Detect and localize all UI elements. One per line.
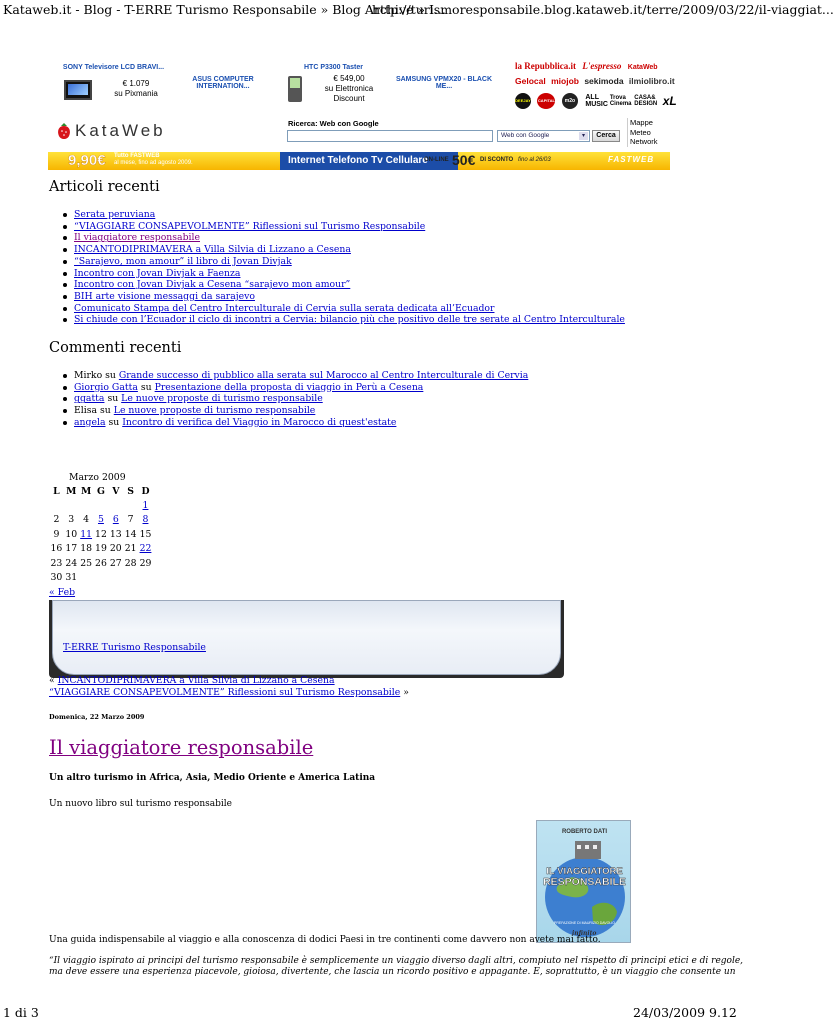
link-network[interactable]: Network xyxy=(630,137,658,146)
list-item xyxy=(49,244,625,256)
post-subtitle: Un altro turismo in Africa, Asia, Medio Oriente e America Latina xyxy=(49,773,376,783)
search-engine-select[interactable] xyxy=(497,130,590,142)
calendar-caption: Marzo 2009 xyxy=(69,472,126,483)
logo-ilmiolibro[interactable]: ilmiolibro.it xyxy=(628,76,675,86)
list-item xyxy=(49,291,625,303)
calendar-day: 28 xyxy=(124,557,137,569)
search-button[interactable]: Cerca xyxy=(592,130,620,142)
calendar-prev-month[interactable]: « Feb xyxy=(49,587,76,598)
calendar-day-link[interactable]: 22 xyxy=(139,543,152,555)
calendar-week xyxy=(49,498,153,513)
calendar-day: 19 xyxy=(95,543,107,555)
book-cover-image xyxy=(536,820,631,943)
banner-middle-text: Internet Telefono Tv Cellulare xyxy=(288,155,428,166)
logo-espresso[interactable]: L'espresso xyxy=(582,61,622,71)
calendar-week xyxy=(49,571,153,586)
list-item xyxy=(49,314,625,326)
logo-kataweb-small[interactable]: KataWeb xyxy=(627,64,658,71)
calendar-day xyxy=(138,542,153,557)
banner-online: ON-LINE xyxy=(424,157,449,163)
post-quote-line2: ma deve essere una esperienza piacevole, gioiosa, divertente, che lascia un ricordo positivo e appagante. E, soprattutto, è un viaggio che consente un xyxy=(49,967,736,977)
banner-discount: 50€ xyxy=(452,152,476,168)
calendar-day xyxy=(108,498,123,513)
calendar-day xyxy=(94,498,109,513)
calendar-day: 10 xyxy=(65,528,78,540)
comment-su: su xyxy=(108,416,120,428)
globe-icon xyxy=(537,837,632,944)
ad-title[interactable]: HTC P3300 Taster xyxy=(303,64,363,71)
calendar-weekday: V xyxy=(112,485,120,497)
calendar-day xyxy=(138,498,153,513)
post-intro: Un nuovo libro sul turismo responsabile xyxy=(49,799,232,809)
print-page-title: Kataweb.it - Blog - T-ERRE Turismo Responsabile » Blog Archive » I... xyxy=(3,2,446,17)
banner-price-sub2: al mese, fino ad agosto 2009. xyxy=(114,160,193,166)
calendar-day: 9 xyxy=(53,528,60,540)
calendar-day: 13 xyxy=(109,528,122,540)
calendar-day: 24 xyxy=(65,557,78,569)
banner-fastweb-logo: FASTWEB xyxy=(608,155,655,164)
link-mappe[interactable]: Mappe xyxy=(630,118,653,127)
calendar-day xyxy=(108,571,123,586)
post-title[interactable]: Il viaggiatore responsabile xyxy=(49,736,314,759)
comment-author: Mirko xyxy=(74,370,103,381)
ad-store: su Elettronica Discount xyxy=(324,84,374,103)
strawberry-icon xyxy=(56,121,72,141)
calendar-weekday: S xyxy=(127,485,134,497)
comment-post-link[interactable]: Le nuove proposte di turismo responsabile xyxy=(113,405,316,417)
network-logos-row3 xyxy=(515,92,677,110)
calendar-day xyxy=(79,498,94,513)
print-page-url: http://turismoresponsabile.blog.kataweb.it/terre/2009/03/22/il-viaggiat... xyxy=(372,2,834,17)
book-publisher: infinito xyxy=(572,930,597,937)
book-title-line2: RESPONSABILE xyxy=(543,876,626,888)
link-meteo[interactable]: Meteo xyxy=(630,127,651,137)
post-date: Domenica, 22 Marzo 2009 xyxy=(49,713,145,721)
list-item xyxy=(49,393,528,405)
banner-discount-sub: DI SCONTO xyxy=(480,157,514,163)
network-logos-row1 xyxy=(515,61,658,71)
list-item xyxy=(49,303,625,315)
calendar-day xyxy=(138,571,153,586)
logo-m2o[interactable]: m2o xyxy=(562,93,578,109)
calendar-day-link[interactable]: 6 xyxy=(112,514,119,526)
kataweb-wordmark: KataWeb xyxy=(75,121,166,140)
list-item xyxy=(49,405,528,417)
calendar-day: 16 xyxy=(50,543,63,555)
ad-store: su Pixmania xyxy=(114,89,158,98)
recent-comments-title: Commenti recenti xyxy=(49,340,182,356)
phone-product-image[interactable] xyxy=(288,76,302,102)
calendar-body xyxy=(49,498,153,585)
logo-allmusic[interactable]: ALL MUSIC xyxy=(585,93,608,108)
calendar-day xyxy=(123,498,138,513)
ad-asus[interactable] xyxy=(184,76,262,90)
ad-title[interactable]: SAMSUNG VPMX20 - BLACK ME... xyxy=(395,76,493,90)
logo-deejay[interactable]: DEEJAY xyxy=(515,93,531,109)
ad-price: € 1.079 xyxy=(122,79,150,88)
list-item xyxy=(49,221,625,233)
recent-post-link[interactable]: “Sarajevo, mon amour” il libro di Jovan Divjak xyxy=(74,255,292,267)
book-preface: PREFAZIONE DI MAURIZIO DAVOLIO xyxy=(554,921,615,925)
logo-casa-design[interactable]: CASA& DESIGN xyxy=(634,94,658,107)
calendar-day: 12 xyxy=(95,528,107,540)
calendar-day-link[interactable]: 8 xyxy=(142,514,149,526)
calendar-day xyxy=(123,571,138,586)
calendar-day-link[interactable]: 1 xyxy=(142,499,149,511)
calendar-day: 26 xyxy=(95,557,107,569)
comment-author-link[interactable]: ggatta xyxy=(74,393,105,405)
comment-author: Elisa xyxy=(74,405,98,417)
calendar-day xyxy=(49,498,64,513)
calendar-day: 21 xyxy=(124,543,137,555)
ad-sony[interactable] xyxy=(56,64,171,71)
calendar-table xyxy=(49,484,153,585)
search-input[interactable] xyxy=(287,130,493,142)
comment-author-link[interactable]: Giorgio Gatta xyxy=(74,381,138,393)
ad-price: € 549,00 xyxy=(333,74,365,83)
print-page-number: 1 di 3 xyxy=(3,1005,39,1020)
calendar-day-link[interactable]: 5 xyxy=(97,514,104,526)
comment-post-link[interactable]: Le nuove proposte di turismo responsabile xyxy=(121,393,323,405)
recent-post-link[interactable]: “VIAGGIARE CONSAPEVOLMENTE” Riflessioni sul Turismo Responsabile xyxy=(74,220,426,232)
calendar-day xyxy=(94,513,109,528)
calendar-day: 7 xyxy=(127,514,134,526)
post-quote-line1: “Il viaggio ispirato ai principi del turismo responsabile è semplicemente un viaggio diverso dagli altri, compiuto nel rispetto di principi etici e di regole, xyxy=(49,956,744,966)
calendar-day: 15 xyxy=(139,528,152,540)
logo-sekimoda[interactable]: sekimoda xyxy=(584,76,624,86)
calendar-day xyxy=(79,527,94,542)
banner-price-sub1: Tutto FASTWEB xyxy=(114,153,160,159)
calendar-day: 4 xyxy=(83,514,90,526)
list-item xyxy=(49,382,528,394)
recent-post-link[interactable]: Incontro con Jovan Divjak a Faenza xyxy=(74,267,241,279)
calendar-day: 30 xyxy=(50,572,63,584)
calendar-weekday: D xyxy=(141,485,150,497)
recent-post-link[interactable]: BIH arte visione messaggi da sarajevo xyxy=(74,290,255,302)
calendar-weekday: G xyxy=(96,485,105,497)
logo-capital[interactable]: CAPITAL xyxy=(537,93,555,109)
logo-miojob[interactable]: miojob xyxy=(551,76,579,86)
calendar-day xyxy=(64,498,79,513)
comment-post-link[interactable]: Incontro di verifica del Viaggio in Marocco di quest'estate xyxy=(122,416,397,428)
list-item xyxy=(49,268,625,280)
list-item xyxy=(49,417,528,429)
calendar-day xyxy=(108,513,123,528)
next-post-link[interactable]: “VIAGGIARE CONSAPEVOLMENTE” Riflessioni sul Turismo Responsabile xyxy=(49,687,401,698)
calendar-day: 14 xyxy=(124,528,137,540)
blog-header xyxy=(49,600,564,678)
list-item xyxy=(49,279,625,291)
quick-links xyxy=(627,118,658,147)
recent-posts-list xyxy=(49,209,625,326)
calendar-weekday: L xyxy=(53,485,60,497)
calendar-week xyxy=(49,513,153,528)
calendar-week xyxy=(49,542,153,557)
recent-post-link[interactable]: Il viaggiatore responsabile xyxy=(74,232,200,244)
comment-post-link[interactable]: Grande successo di pubblico alla serata sul Marocco al Centro Interculturale di Cervia xyxy=(118,370,529,381)
calendar-day: 29 xyxy=(139,557,152,569)
banner-price: 9,90€ xyxy=(68,152,106,169)
chevron-down-icon[interactable]: ▾ xyxy=(579,132,588,140)
calendar-week xyxy=(49,527,153,542)
comment-su: su xyxy=(100,405,111,417)
calendar-weekdays xyxy=(49,484,153,498)
comment-author-link[interactable]: angela xyxy=(74,416,106,428)
post-nav-prev xyxy=(49,675,335,686)
recent-comments-list xyxy=(49,370,528,429)
prev-mark: « xyxy=(49,675,55,686)
recent-post-link[interactable]: Si chiude con l’Ecuador il ciclo di incontri a Cervia: bilancio più che positivo delle tre serate al Centro Interculturale xyxy=(74,314,625,326)
comment-post-link[interactable]: Presentazione della proposta di viaggio in Perù a Cesena xyxy=(154,381,424,393)
comment-su: su xyxy=(140,381,152,393)
ad-htc[interactable] xyxy=(276,64,391,71)
comment-su: su xyxy=(107,393,119,405)
recent-posts-title: Articoli recenti xyxy=(49,179,160,195)
book-title-line1: IL VIAGGIATORE xyxy=(546,866,623,877)
product-ads xyxy=(56,62,506,110)
calendar-day: 31 xyxy=(65,572,78,584)
prev-post-link[interactable]: INCANTODIPRIMAVERA a Villa Silvia di Lizzano a Cesena xyxy=(57,675,335,686)
calendar-day: 27 xyxy=(109,557,122,569)
search-label: Ricerca: Web con Google xyxy=(288,119,379,128)
blog-header-title[interactable]: T-ERRE Turismo Responsabile xyxy=(63,642,206,653)
post-nav-next xyxy=(49,687,409,698)
print-datetime: 24/03/2009 9.12 xyxy=(633,1005,737,1020)
calendar-day: 2 xyxy=(53,514,60,526)
network-logos-row2 xyxy=(515,76,675,86)
list-item xyxy=(49,256,625,268)
recent-post-link[interactable]: Incontro con Jovan Divjak a Cesena “sarajevo mon amour” xyxy=(74,279,351,291)
tv-product-image[interactable] xyxy=(64,80,92,100)
calendar-day: 20 xyxy=(109,543,122,555)
calendar-day: 17 xyxy=(65,543,78,555)
recent-post-link[interactable]: Comunicato Stampa del Centro Interculturale di Cervia sulla serata dedicata all’Ecuador xyxy=(74,302,495,314)
post-body-paragraph: Una guida indispensabile al viaggio e alla conoscenza di dodici Paesi in tre continenti come davvero non avete mai fatto. xyxy=(49,935,601,945)
calendar-day: 3 xyxy=(68,514,75,526)
logo-repubblica[interactable]: la Repubblica.it xyxy=(515,61,577,71)
ad-title[interactable]: ASUS COMPUTER INTERNATION... xyxy=(192,76,254,90)
calendar-week xyxy=(49,556,153,571)
calendar-weekday: M xyxy=(80,485,92,497)
logo-xl[interactable]: xL xyxy=(662,93,677,108)
calendar-day xyxy=(138,513,153,528)
book-author: ROBERTO DATI xyxy=(561,829,608,835)
ad-title[interactable]: SONY Televisore LCD BRAVI... xyxy=(62,64,165,71)
logo-trovacinema[interactable]: Trova Cinema xyxy=(609,94,632,107)
blog-header-panel xyxy=(52,600,561,675)
list-item xyxy=(49,370,528,382)
calendar-day xyxy=(94,571,109,586)
recent-post-link[interactable]: INCANTODIPRIMAVERA a Villa Silvia di Lizzano a Cesena xyxy=(74,244,351,256)
calendar-day: 18 xyxy=(80,543,93,555)
calendar-day: 23 xyxy=(50,557,63,569)
calendar-day xyxy=(79,571,94,586)
list-item xyxy=(49,232,625,244)
search-engine-value: Web con Google xyxy=(501,132,550,139)
calendar-weekday: M xyxy=(66,485,77,497)
logo-gelocal[interactable]: Gelocal xyxy=(515,76,546,86)
fastweb-banner[interactable] xyxy=(48,152,670,170)
recent-post-link[interactable]: Serata peruviana xyxy=(74,209,156,220)
ad-samsung[interactable] xyxy=(394,76,494,90)
banner-until: fino al 26/03 xyxy=(518,157,551,163)
comment-su: su xyxy=(105,370,116,381)
list-item xyxy=(49,209,625,221)
calendar-day: 25 xyxy=(80,557,93,569)
next-mark: » xyxy=(403,687,409,698)
calendar-day-link[interactable]: 11 xyxy=(80,528,93,540)
